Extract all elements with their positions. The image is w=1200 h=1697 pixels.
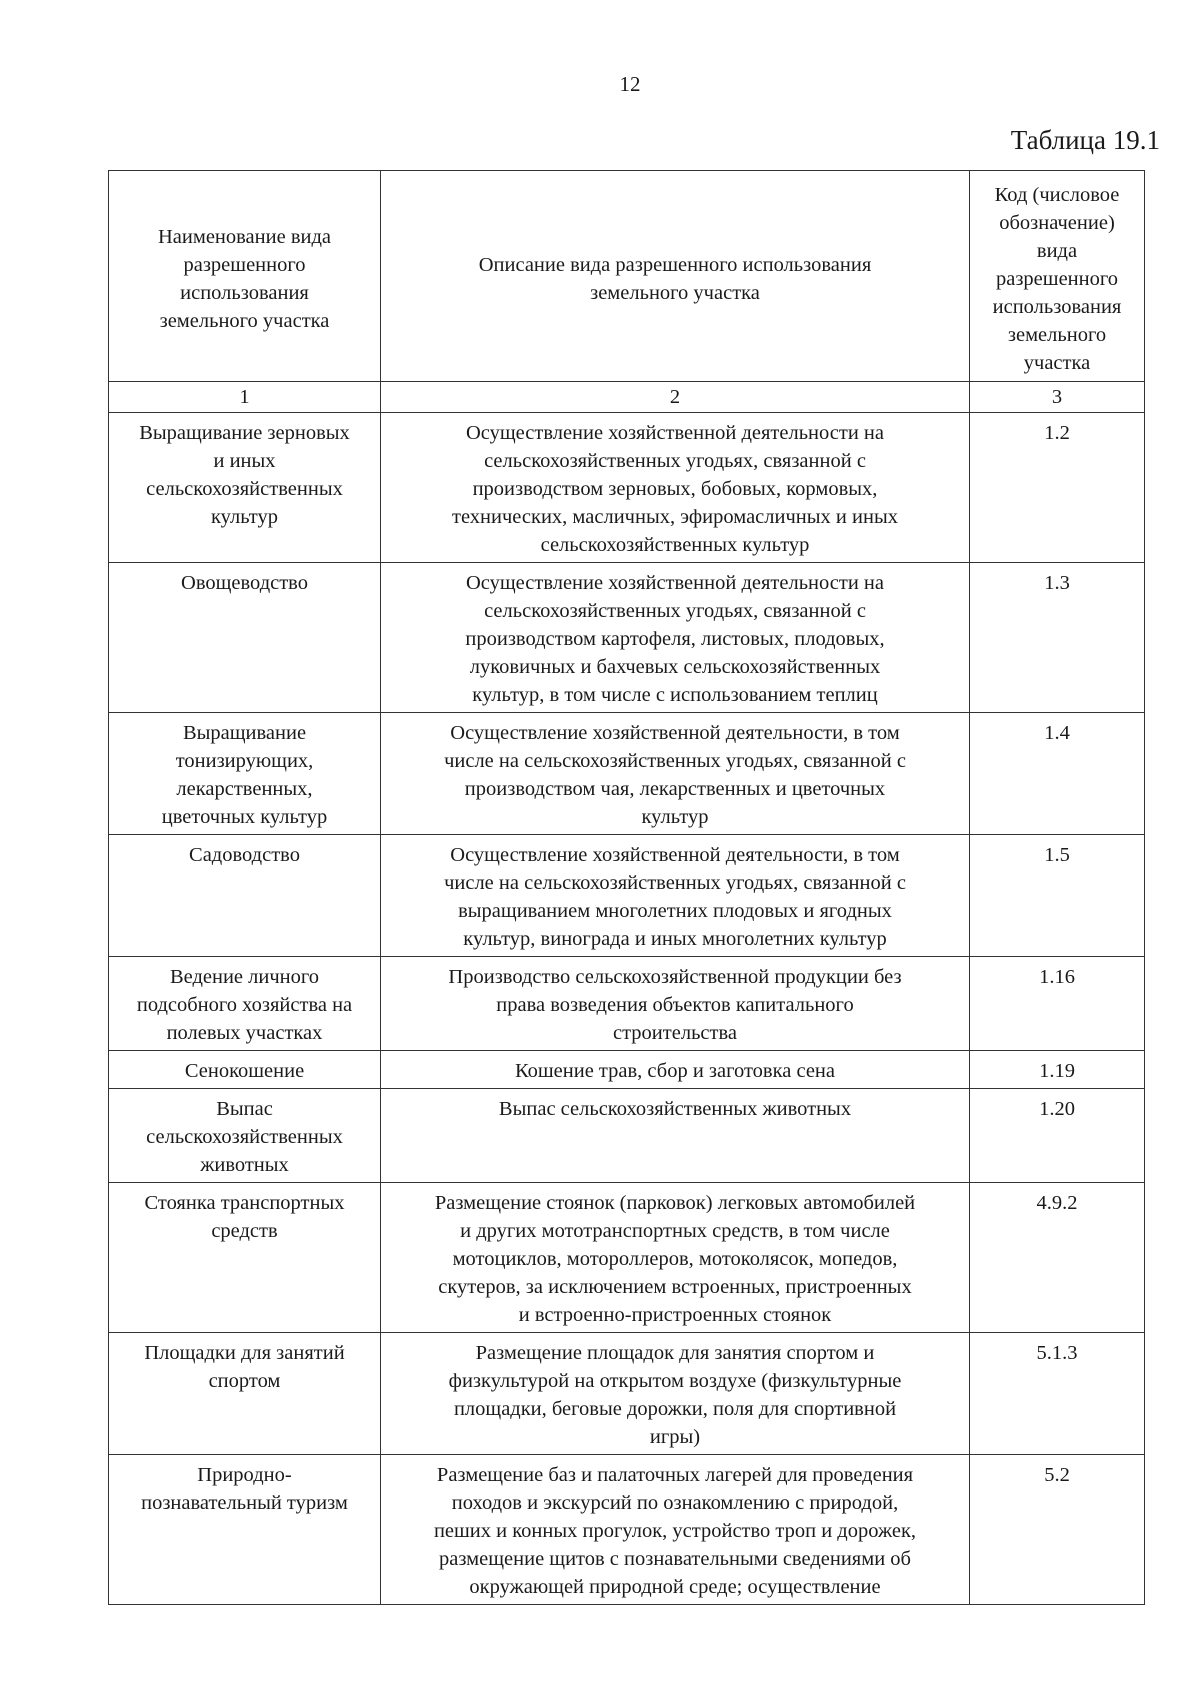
land-use-table — [108, 170, 1145, 1605]
table-row — [109, 1051, 1145, 1089]
table-row — [109, 1333, 1145, 1455]
cell-description — [381, 413, 970, 563]
cell-description — [381, 835, 970, 957]
cell-line: технических, масличных, эфиромасличных и иных — [452, 506, 898, 528]
table-row — [109, 1089, 1145, 1183]
cell-line: и других мототранспортных средств, в том числе — [460, 1220, 890, 1242]
cell-line: Выращивание — [182, 722, 307, 744]
cell-name — [109, 413, 381, 563]
cell-line: числе на сельскохозяйственных угодьях, связанной с — [444, 750, 906, 772]
cell-line: и иных — [213, 450, 276, 472]
cell-line: использования — [992, 296, 1122, 318]
cell-line: Стоянка транспортных — [144, 1192, 345, 1214]
cell-line: полевых участках — [166, 1022, 323, 1044]
header-description — [381, 171, 970, 382]
cell-line: Площадки для занятий — [144, 1342, 345, 1364]
table-row — [109, 835, 1145, 957]
cell-line: игры) — [649, 1426, 701, 1448]
cell-name — [109, 713, 381, 835]
cell-line: физкультурой на открытом воздухе (физкультурные — [448, 1370, 902, 1392]
cell-description — [381, 1333, 970, 1455]
header-name — [109, 171, 381, 382]
cell-line: Ведение личного — [169, 966, 320, 988]
cell-line: Садоводство — [189, 844, 300, 866]
cell-line: производством чая, лекарственных и цветочных — [464, 778, 886, 800]
cell-line: сельскохозяйственных культур — [540, 534, 810, 556]
cell-line: культур, винограда и иных многолетних культур — [463, 928, 887, 950]
cell-description — [381, 1455, 970, 1605]
cell-line: земельного участка — [590, 282, 760, 304]
cell-line: лекарственных, — [176, 778, 313, 800]
cell-line: Осуществление хозяйственной деятельности на — [465, 572, 884, 594]
cell-line: площадки, беговые дорожки, поля для спортивной — [453, 1398, 897, 1420]
cell-code: 1.5 — [970, 835, 1145, 957]
cell-line: Размещение баз и палаточных лагерей для проведения — [436, 1464, 914, 1486]
table-row — [109, 713, 1145, 835]
cell-line: и встроенно-пристроенных стоянок — [518, 1304, 832, 1326]
cell-line: Овощеводство — [181, 572, 308, 594]
cell-line: земельного участка — [159, 310, 330, 332]
cell-code: 1.3 — [970, 563, 1145, 713]
cell-line: права возведения объектов капитального — [496, 994, 854, 1016]
column-number: 1 — [109, 382, 381, 413]
column-number-row — [109, 382, 1145, 413]
cell-code: 1.20 — [970, 1089, 1145, 1183]
cell-line: размещение щитов с познавательными сведениями об — [439, 1548, 911, 1570]
cell-line: производством картофеля, листовых, плодовых, — [465, 628, 885, 650]
cell-line: Производство сельскохозяйственной продукции без — [448, 966, 902, 988]
cell-line: Выращивание зерновых — [139, 422, 350, 444]
cell-line: окружающей природной среде; осуществление — [469, 1576, 881, 1598]
cell-line: тонизирующих, — [175, 750, 314, 772]
table-row — [109, 563, 1145, 713]
cell-line: строительства — [613, 1022, 737, 1044]
cell-line: вида — [1036, 240, 1078, 262]
cell-code: 1.16 — [970, 957, 1145, 1051]
cell-code: 1.2 — [970, 413, 1145, 563]
header-row — [109, 171, 1145, 382]
cell-description — [381, 1183, 970, 1333]
cell-line: числе на сельскохозяйственных угодьях, связанной с — [444, 872, 906, 894]
cell-name — [109, 1051, 381, 1089]
table-row — [109, 1183, 1145, 1333]
cell-line: Код (числовое — [994, 184, 1120, 206]
table-caption: Таблица 19.1 — [1010, 125, 1160, 155]
cell-description — [381, 1089, 970, 1183]
cell-line: участка — [1023, 352, 1091, 374]
cell-line: Осуществление хозяйственной деятельности на — [465, 422, 884, 444]
cell-name — [109, 1455, 381, 1605]
cell-line: спортом — [208, 1370, 281, 1392]
cell-name — [109, 1183, 381, 1333]
table-row — [109, 413, 1145, 563]
cell-line: Кошение трав, сбор и заготовка сена — [514, 1060, 836, 1082]
cell-line: познавательный туризм — [141, 1492, 348, 1514]
cell-line: Осуществление хозяйственной деятельности, в том — [450, 722, 900, 744]
cell-line: Сенокошение — [184, 1060, 305, 1082]
cell-name — [109, 835, 381, 957]
cell-line: скутеров, за исключением встроенных, пристроенных — [438, 1276, 912, 1298]
cell-code: 1.19 — [970, 1051, 1145, 1089]
cell-line: Размещение стоянок (парковок) легковых автомобилей — [434, 1192, 916, 1214]
cell-line: Наименование вида — [157, 226, 332, 248]
cell-line: использования — [180, 282, 309, 304]
cell-line: сельскохозяйственных угодьях, связанной с — [484, 600, 866, 622]
cell-line: луковичных и бахчевых сельскохозяйственных — [469, 656, 881, 678]
cell-line: культур, в том числе с использованием теплиц — [472, 684, 878, 706]
cell-line: разрешенного — [995, 268, 1119, 290]
cell-code: 5.2 — [970, 1455, 1145, 1605]
cell-name — [109, 957, 381, 1051]
cell-line: разрешенного — [183, 254, 306, 276]
column-number: 2 — [381, 382, 970, 413]
cell-line: сельскохозяйственных — [146, 478, 343, 500]
cell-code: 1.4 — [970, 713, 1145, 835]
cell-line: Осуществление хозяйственной деятельности, в том — [450, 844, 900, 866]
cell-name — [109, 1089, 381, 1183]
cell-line: Выпас сельскохозяйственных животных — [498, 1098, 852, 1120]
cell-description — [381, 1051, 970, 1089]
cell-line: цветочных культур — [161, 806, 328, 828]
cell-line: сельскохозяйственных угодьях, связанной с — [484, 450, 866, 472]
cell-line: Выпас — [216, 1098, 273, 1120]
cell-line: обозначение) — [999, 212, 1115, 234]
cell-name — [109, 563, 381, 713]
cell-line: мотоциклов, мотороллеров, мотоколясок, мопедов, — [452, 1248, 898, 1270]
table-row — [109, 1455, 1145, 1605]
cell-line: животных — [200, 1154, 289, 1176]
cell-line: подсобного хозяйства на — [136, 994, 353, 1016]
cell-line: выращиванием многолетних плодовых и ягодных — [458, 900, 892, 922]
page-number: 12 — [619, 72, 641, 96]
column-number: 3 — [970, 382, 1145, 413]
cell-name — [109, 1333, 381, 1455]
cell-description — [381, 713, 970, 835]
cell-line: Описание вида разрешенного использования — [478, 254, 872, 276]
cell-line: походов и экскурсий по ознакомлению с природой, — [451, 1492, 899, 1514]
cell-line: Размещение площадок для занятия спортом и — [475, 1342, 875, 1364]
cell-line: средств — [211, 1220, 278, 1242]
table-row — [109, 957, 1145, 1051]
cell-line: сельскохозяйственных — [146, 1126, 343, 1148]
cell-line: культур — [641, 806, 709, 828]
cell-line: производством зерновых, бобовых, кормовых, — [472, 478, 878, 500]
cell-description — [381, 957, 970, 1051]
cell-line: пеших и конных прогулок, устройство троп и дорожек, — [433, 1520, 917, 1542]
header-code — [970, 171, 1145, 382]
cell-line: культур — [210, 506, 278, 528]
cell-line: земельного — [1007, 324, 1107, 346]
cell-code: 4.9.2 — [970, 1183, 1145, 1333]
cell-description — [381, 563, 970, 713]
cell-code: 5.1.3 — [970, 1333, 1145, 1455]
cell-line: Природно- — [197, 1464, 292, 1486]
